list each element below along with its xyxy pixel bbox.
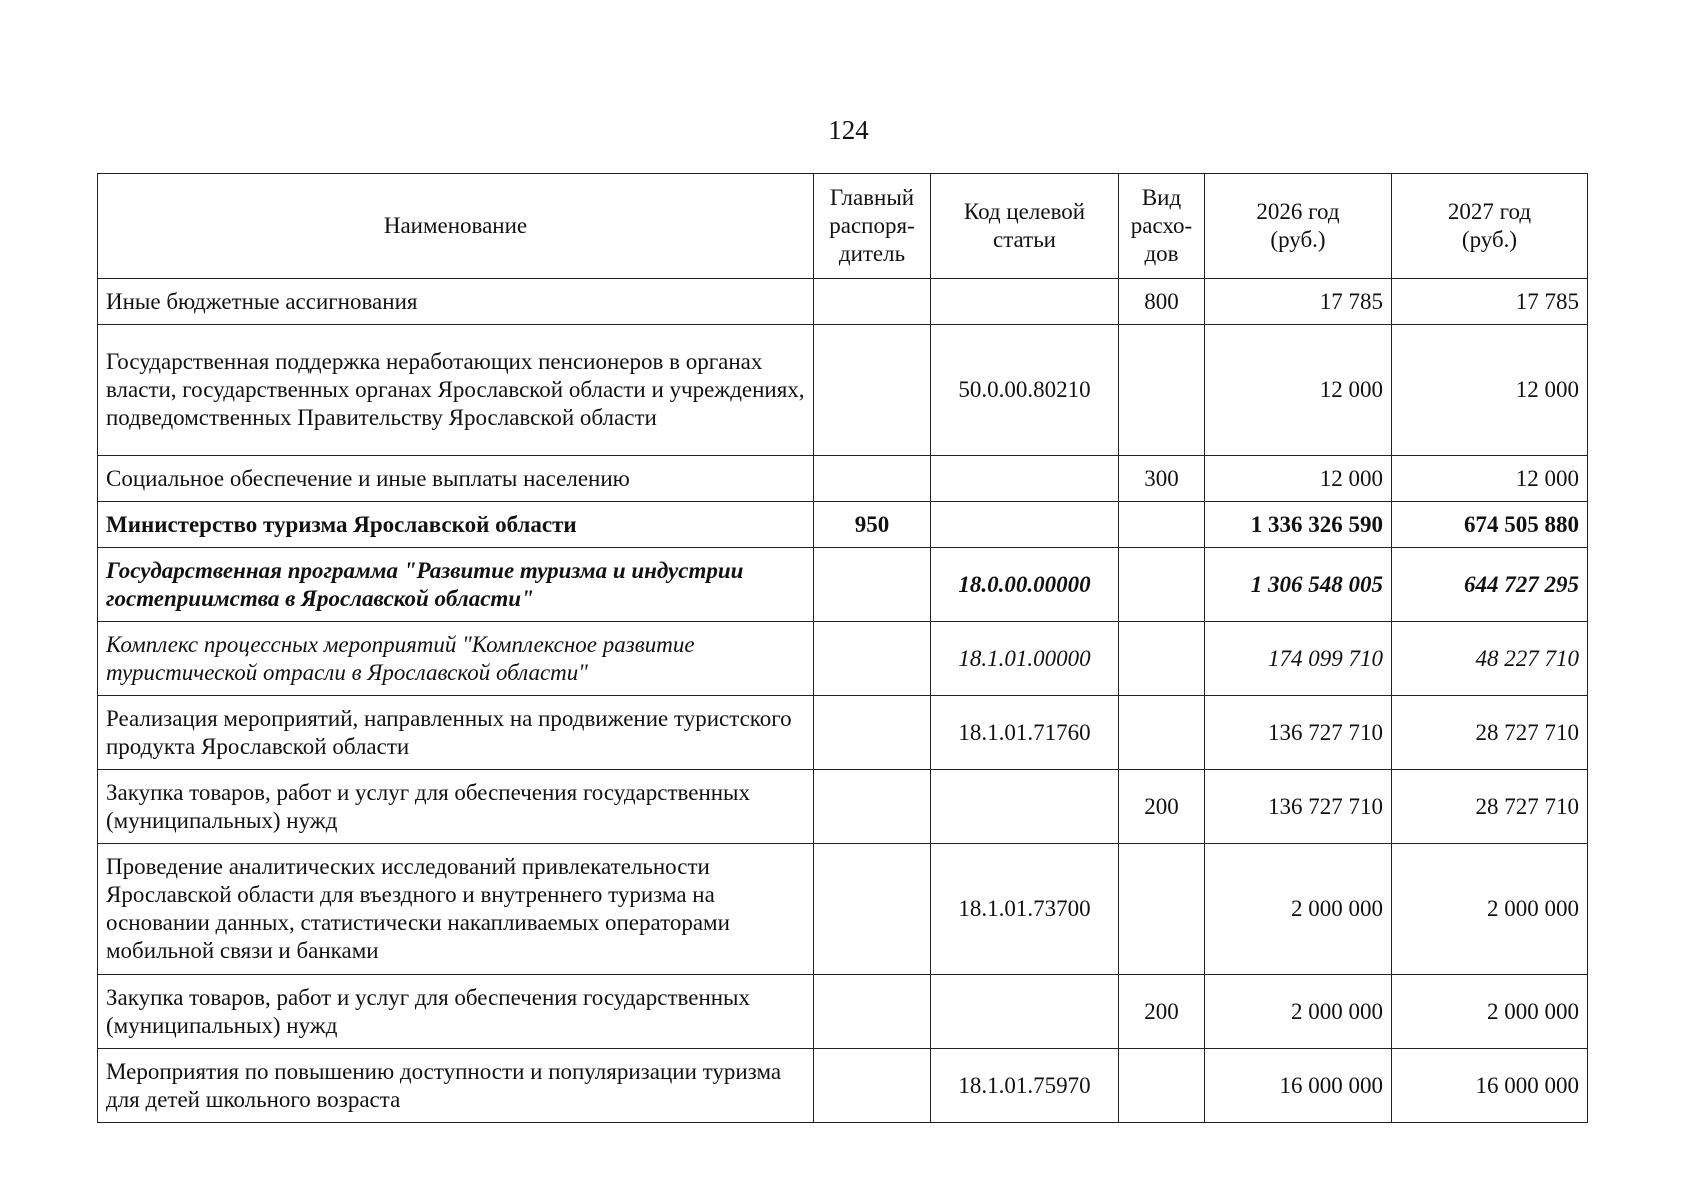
cell-name: Комплекс процессных мероприятий "Комплексное развитие туристической отрасли в Ярославской области" [98,622,814,696]
cell-name: Закупка товаров, работ и услуг для обеспечения государственных (муниципальных) нужд [98,770,814,844]
cell-2027: 2 000 000 [1392,975,1588,1049]
header-manager: Главный распоря- дитель [814,174,931,279]
cell-2026: 2 000 000 [1205,844,1392,975]
cell-manager [814,770,931,844]
cell-2026: 1 336 326 590 [1205,502,1392,548]
table-row [98,279,1588,325]
cell-2027: 16 000 000 [1392,1049,1588,1123]
cell-code: 18.1.01.73700 [931,844,1119,975]
cell-manager [814,548,931,622]
cell-name: Реализация мероприятий, направленных на продвижение туристского продукта Ярославской области [98,696,814,770]
header-code: Код целевой статьи [931,174,1119,279]
cell-type: 800 [1119,279,1205,325]
header-2026: 2026 год (руб.) [1205,174,1392,279]
cell-code [931,502,1119,548]
table-header-row [98,174,1588,279]
table-row [98,622,1588,696]
cell-2026: 136 727 710 [1205,696,1392,770]
cell-code: 18.1.01.00000 [931,622,1119,696]
cell-2027: 17 785 [1392,279,1588,325]
cell-type [1119,844,1205,975]
cell-name: Мероприятия по повышению доступности и популяризации туризма для детей школьного возраста [98,1049,814,1123]
cell-2026: 12 000 [1205,456,1392,502]
cell-name: Государственная поддержка неработающих пенсионеров в органах власти, государственных органах Ярославской области и учреждениях, подведомственных Правительству Ярославской области [98,325,814,456]
cell-type [1119,622,1205,696]
cell-type: 200 [1119,975,1205,1049]
cell-manager [814,279,931,325]
table-row [98,548,1588,622]
cell-2027: 12 000 [1392,456,1588,502]
cell-2027: 48 227 710 [1392,622,1588,696]
cell-type [1119,1049,1205,1123]
cell-manager [814,844,931,975]
cell-type [1119,325,1205,456]
header-name: Наименование [98,174,814,279]
cell-type: 300 [1119,456,1205,502]
cell-2026: 16 000 000 [1205,1049,1392,1123]
cell-code [931,975,1119,1049]
cell-2026: 174 099 710 [1205,622,1392,696]
cell-name: Министерство туризма Ярославской области [98,502,814,548]
table-row [98,975,1588,1049]
cell-code: 18.1.01.75970 [931,1049,1119,1123]
cell-2026: 12 000 [1205,325,1392,456]
cell-code: 50.0.00.80210 [931,325,1119,456]
cell-manager [814,696,931,770]
cell-name: Социальное обеспечение и иные выплаты населению [98,456,814,502]
cell-2027: 674 505 880 [1392,502,1588,548]
budget-table [97,173,1588,1123]
cell-code [931,456,1119,502]
table-row [98,844,1588,975]
cell-code: 18.1.01.71760 [931,696,1119,770]
cell-type: 200 [1119,770,1205,844]
cell-type [1119,696,1205,770]
cell-2026: 1 306 548 005 [1205,548,1392,622]
cell-name: Государственная программа "Развитие туризма и индустрии гостеприимства в Ярославской области" [98,548,814,622]
cell-2026: 17 785 [1205,279,1392,325]
cell-2027: 644 727 295 [1392,548,1588,622]
cell-type [1119,548,1205,622]
cell-name: Проведение аналитических исследований привлекательности Ярославской области для въездного и внутреннего туризма на основании данных, статистически накапливаемых операторами мобильной связи и банками [98,844,814,975]
cell-2027: 2 000 000 [1392,844,1588,975]
table-row [98,696,1588,770]
cell-code [931,279,1119,325]
cell-manager: 950 [814,502,931,548]
cell-manager [814,1049,931,1123]
page-number: 124 [828,115,869,145]
cell-name: Иные бюджетные ассигнования [98,279,814,325]
cell-manager [814,325,931,456]
cell-code: 18.0.00.00000 [931,548,1119,622]
header-2027: 2027 год (руб.) [1392,174,1588,279]
cell-manager [814,456,931,502]
cell-2026: 136 727 710 [1205,770,1392,844]
cell-2027: 12 000 [1392,325,1588,456]
table-row [98,325,1588,456]
cell-manager [814,622,931,696]
cell-code [931,770,1119,844]
cell-name: Закупка товаров, работ и услуг для обеспечения государственных (муниципальных) нужд [98,975,814,1049]
cell-2027: 28 727 710 [1392,696,1588,770]
table-row [98,1049,1588,1123]
cell-2027: 28 727 710 [1392,770,1588,844]
table-row [98,502,1588,548]
table-row [98,456,1588,502]
table-row [98,770,1588,844]
cell-2026: 2 000 000 [1205,975,1392,1049]
cell-type [1119,502,1205,548]
header-type: Вид расхо- дов [1119,174,1205,279]
cell-manager [814,975,931,1049]
